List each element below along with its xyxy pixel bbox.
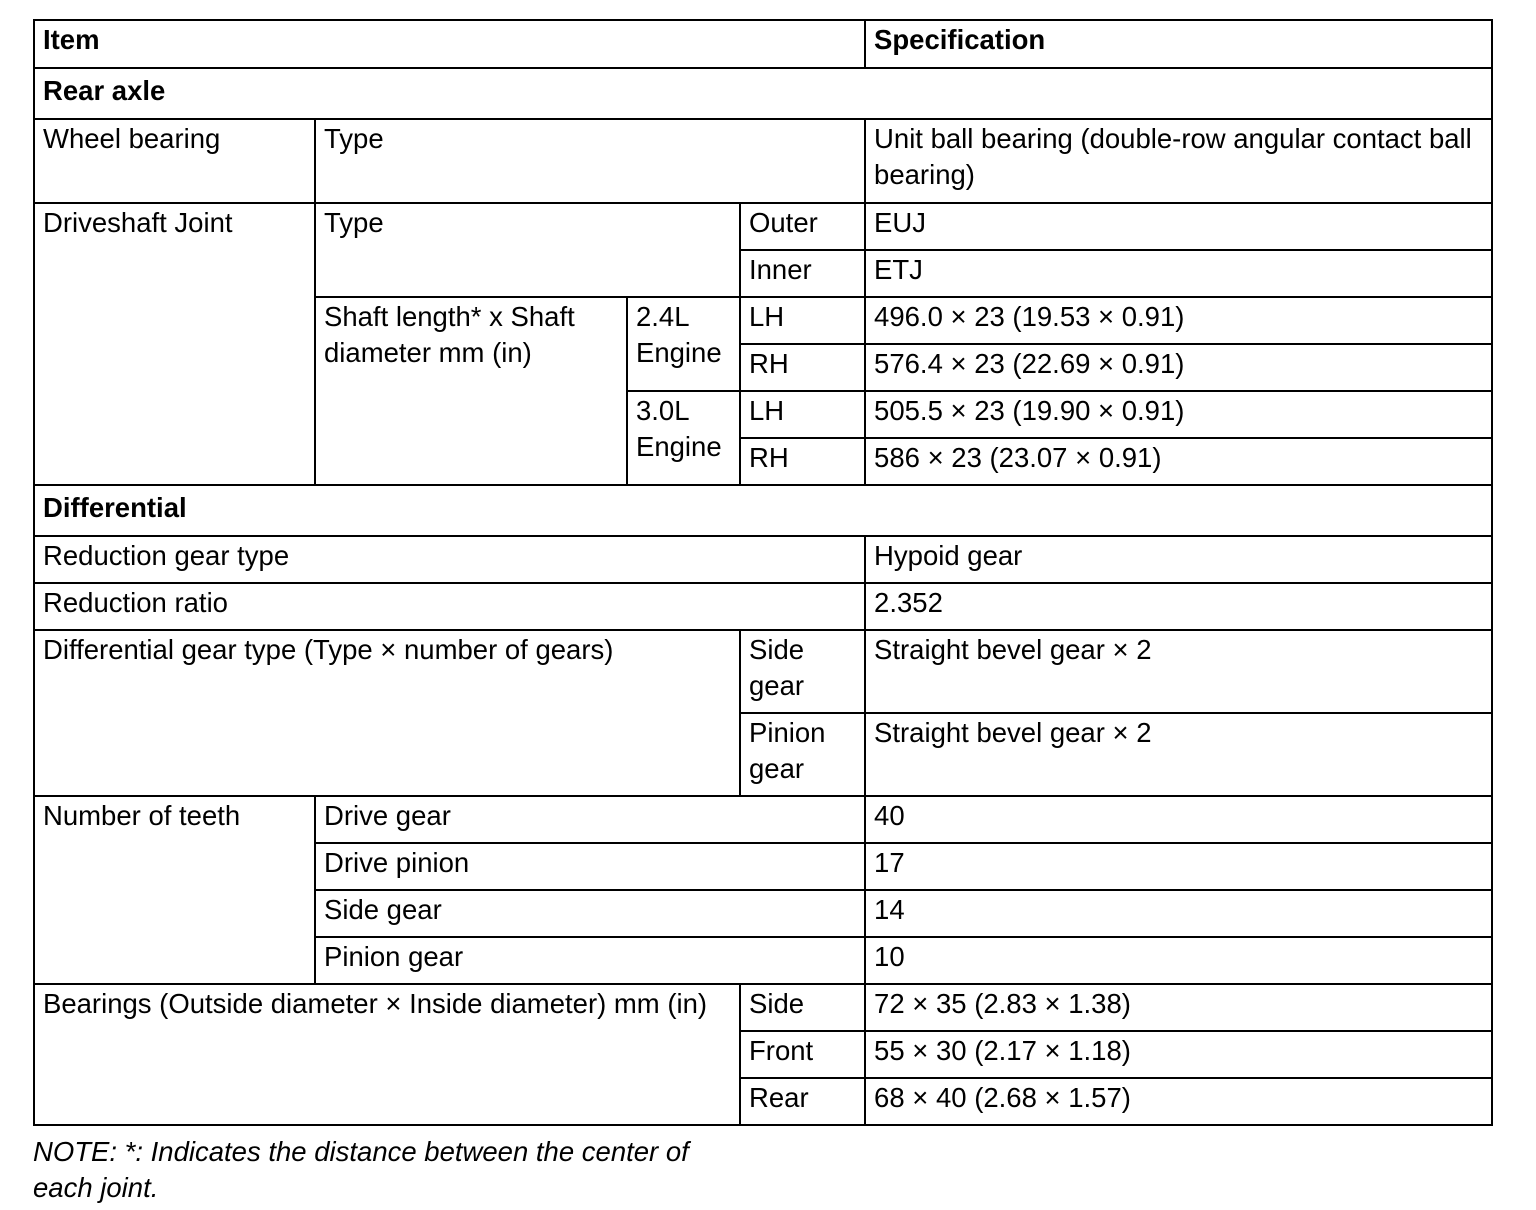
section-row-rear-axle xyxy=(34,68,1492,119)
header-row xyxy=(34,20,1492,68)
engine-24-rh-value: 576.4 × 23 (22.69 × 0.91) xyxy=(865,344,1492,391)
table-row xyxy=(34,203,1492,250)
section-title-rear-axle: Rear axle xyxy=(34,68,1492,119)
shaft-length-label: Shaft length* x Shaft diameter mm (in) xyxy=(315,297,627,485)
drive-gear-value: 40 xyxy=(865,796,1492,843)
engine-30-lh-value: 505.5 × 23 (19.90 × 0.91) xyxy=(865,391,1492,438)
bearings-side-value: 72 × 35 (2.83 × 1.38) xyxy=(865,984,1492,1031)
inner-value: ETJ xyxy=(865,250,1492,297)
drive-pinion-label: Drive pinion xyxy=(315,843,865,890)
engine-30-rh-label: RH xyxy=(740,438,865,485)
header-specification: Specification xyxy=(865,20,1492,68)
teeth-pinion-gear-value: 10 xyxy=(865,937,1492,984)
drive-pinion-value: 17 xyxy=(865,843,1492,890)
engine-24-lh-label: LH xyxy=(740,297,865,344)
teeth-side-gear-label: Side gear xyxy=(315,890,865,937)
outer-value: EUJ xyxy=(865,203,1492,250)
outer-label: Outer xyxy=(740,203,865,250)
table-row xyxy=(34,119,1492,203)
wheel-bearing-type-label: Type xyxy=(315,119,865,203)
drive-gear-label: Drive gear xyxy=(315,796,865,843)
table-row xyxy=(34,583,1492,630)
section-title-differential: Differential xyxy=(34,485,1492,536)
table-row xyxy=(34,984,1492,1031)
driveshaft-type-label: Type xyxy=(315,203,740,297)
bearings-rear-value: 68 × 40 (2.68 × 1.57) xyxy=(865,1078,1492,1125)
side-gear-label: Side gear xyxy=(740,630,865,713)
table-row xyxy=(34,536,1492,583)
driveshaft-joint-label: Driveshaft Joint xyxy=(34,203,315,485)
reduction-ratio-value: 2.352 xyxy=(865,583,1492,630)
pinion-gear-value: Straight bevel gear × 2 xyxy=(865,713,1492,796)
engine-30-rh-value: 586 × 23 (23.07 × 0.91) xyxy=(865,438,1492,485)
engine-30-label: 3.0L Engine xyxy=(627,391,740,485)
footnote: NOTE: *: Indicates the distance between the center of each joint. xyxy=(33,1136,689,1203)
bearings-label: Bearings (Outside diameter × Inside diameter) mm (in) xyxy=(34,984,740,1125)
engine-30-lh-label: LH xyxy=(740,391,865,438)
bearings-front-value: 55 × 30 (2.17 × 1.18) xyxy=(865,1031,1492,1078)
reduction-gear-type-value: Hypoid gear xyxy=(865,536,1492,583)
teeth-side-gear-value: 14 xyxy=(865,890,1492,937)
bearings-side-label: Side xyxy=(740,984,865,1031)
table-row xyxy=(34,796,1492,843)
engine-24-rh-label: RH xyxy=(740,344,865,391)
diff-gear-type-label: Differential gear type (Type × number of gears) xyxy=(34,630,740,796)
table-row xyxy=(34,630,1492,713)
header-item: Item xyxy=(34,20,865,68)
reduction-gear-type-label: Reduction gear type xyxy=(34,536,865,583)
inner-label: Inner xyxy=(740,250,865,297)
pinion-gear-label: Pinion gear xyxy=(740,713,865,796)
number-of-teeth-label: Number of teeth xyxy=(34,796,315,984)
bearings-front-label: Front xyxy=(740,1031,865,1078)
wheel-bearing-label: Wheel bearing xyxy=(34,119,315,203)
wheel-bearing-type-value: Unit ball bearing (double-row angular contact ball bearing) xyxy=(865,119,1492,203)
engine-24-lh-value: 496.0 × 23 (19.53 × 0.91) xyxy=(865,297,1492,344)
section-row-differential xyxy=(34,485,1492,536)
teeth-pinion-gear-label: Pinion gear xyxy=(315,937,865,984)
engine-24-label: 2.4L Engine xyxy=(627,297,740,391)
reduction-ratio-label: Reduction ratio xyxy=(34,583,865,630)
specification-table xyxy=(33,19,1493,1126)
bearings-rear-label: Rear xyxy=(740,1078,865,1125)
side-gear-value: Straight bevel gear × 2 xyxy=(865,630,1492,713)
